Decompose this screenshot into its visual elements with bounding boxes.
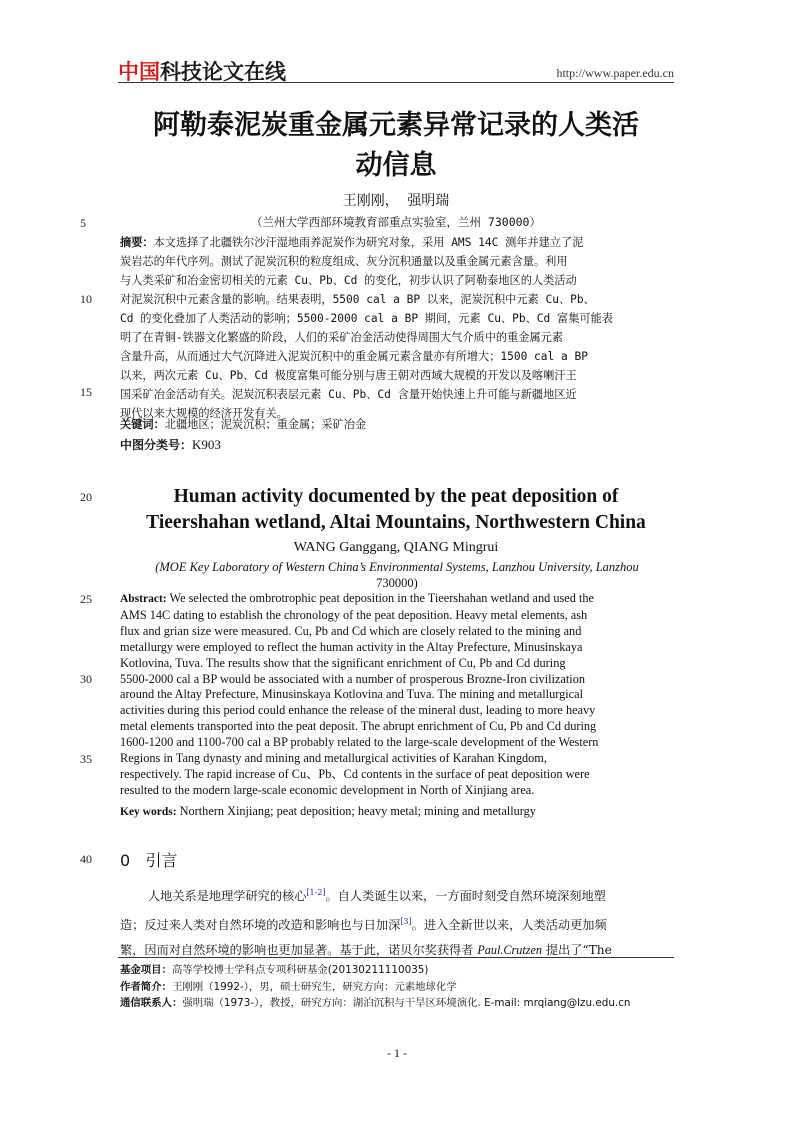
line-number: 35 <box>80 752 92 766</box>
abstract-en-line: respectively. The rapid increase of Cu、Pb、Cd contents in the surface of peat deposition were <box>120 766 590 781</box>
abstract-en-line: resulted to the modern large-scale economic development in North of Xinjiang area. <box>120 782 535 797</box>
intro-line: 繁，因而对自然环境的影响也更加显著。基于此，诺贝尔奖获得者 Paul.Crutzen 提出了“The <box>120 943 612 958</box>
abstract-cn-label: 摘要： <box>120 236 154 249</box>
keywords-cn-value: 北疆地区；泥炭沉积；重金属；采矿冶金 <box>164 418 367 431</box>
logo-red-text: 中国 <box>118 60 160 84</box>
abstract-cn-line: 明了在青铜-铁器文化繁盛的阶段，人们的采矿冶金活动使得周围大气介质中的重金属元素 <box>120 331 564 344</box>
abstract-en-line: Kotlovina, Tuva. The results show that the significant enrichment of Cu, Pb and Cd during <box>120 655 566 670</box>
intro-line: 造；反过来人类对自然环境的改造和影响也与日加深[3]。进入全新世以来，人类活动更加频 <box>120 917 607 933</box>
citation-link[interactable]: [1-2] <box>306 888 326 897</box>
abstract-cn-line: 现代以来大规模的经济开发有关。 <box>120 407 288 420</box>
line-number: 25 <box>80 592 92 606</box>
abstract-cn-line: 摘要：本文选择了北疆铁尔沙汗湿地雨养泥炭作为研究对象，采用 AMS 14C 测年并建立了泥 <box>120 236 584 249</box>
keywords-en <box>120 804 674 819</box>
abstract-en-line: Regions in Tang dynasty and mining and metallurgical activities of Karahan Kingdom, <box>120 751 547 766</box>
title-cn-line-2: 动信息 <box>355 150 437 181</box>
footnote-author: 作者简介：王刚刚（1992-），男，硕士研究生，研究方向：元素地球化学 <box>120 980 457 993</box>
affiliation-cn: （兰州大学西部环境教育部重点实验室，兰州 730000） <box>251 215 541 229</box>
citation-link[interactable]: [3] <box>400 917 412 927</box>
footnote-divider <box>118 957 674 958</box>
title-en-line-1: Human activity documented by the peat deposition of <box>173 486 619 507</box>
paper-title-en <box>118 484 674 536</box>
abstract-en-line: Abstract: We selected the ombrotrophic peat deposition in the Tieershahan wetland and used the <box>120 591 594 605</box>
abstract-cn-line: 炭岩芯的年代序列。测试了泥炭沉积的粒度组成、灰分沉积通量以及重金属元素含量。利用 <box>120 255 568 268</box>
footnotes <box>120 962 680 1012</box>
intro-line: 人地关系是地理学研究的核心[1-2]。自人类诞生以来，一方面时刻受自然环境深刻地塑 <box>148 888 606 904</box>
keywords-cn-label: 关键词： <box>120 418 165 431</box>
keywords-en-label: Key words: <box>120 806 177 818</box>
abstract-en-line: 1600-1200 and 1100-700 cal a BP probably related to the large-scale development of the Western <box>120 735 599 750</box>
abstract-en-line: flux and grian size were measured. Cu, Pb and Cd which are closely related to the mining and <box>120 623 582 638</box>
footnote-contact: 通信联系人：强明瑞（1973-），教授，研究方向：湖泊沉积与干旱区环境演化. E-mail: mrqiang@lzu.edu.cn <box>120 997 631 1009</box>
line-number: 10 <box>80 292 92 306</box>
authors-en: WANG Ganggang, QIANG Mingrui <box>293 540 499 555</box>
abstract-en-line: activities during this period could enhance the release of the mineral dust, leading to more heavy <box>120 703 596 718</box>
abstract-en <box>120 591 674 799</box>
person-name: Paul.Crutzen <box>477 943 542 958</box>
title-en-line-2: Tieershahan wetland, Altai Mountains, Northwestern China <box>146 512 646 533</box>
abstract-en-line: around the Altay Prefecture, Minusinskaya Kotlovina and Tuva. The mining and metallurgical <box>120 687 583 702</box>
section-heading-intro <box>120 848 177 871</box>
section-number: 0 <box>120 851 131 870</box>
line-number: 15 <box>80 385 92 399</box>
abstract-en-line: AMS 14C dating to establish the chronology of the peat deposition. Heavy metal elements, ash <box>120 607 588 622</box>
authors-cn: 王刚刚， 强明瑞 <box>342 193 450 209</box>
abstract-en-line: metallurgy were employed to reflect the human activity in the Altay Prefecture, Minusinskaya <box>120 639 583 654</box>
abstract-cn-line: Cd 的变化叠加了人类活动的影响；5500-2000 cal a BP 期间，元素 Cu、Pb、Cd 富集可能表 <box>120 312 613 325</box>
abstract-cn-line: 含量升高，从而通过大气沉降进入泥炭沉积中的重金属元素含量亦有所增大；1500 cal a BP <box>120 350 588 363</box>
header-url[interactable]: http://www.paper.edu.cn <box>556 66 674 80</box>
section-title: 引言 <box>145 851 178 870</box>
clc-label: 中图分类号： <box>120 438 193 452</box>
abstract-en-label: Abstract: <box>120 593 167 605</box>
abstract-cn-line: 国采矿冶金活动有关。泥炭沉积表层元素 Cu、Pb、Cd 含量开始快速上升可能与新疆地区近 <box>120 388 577 401</box>
line-number: 40 <box>80 852 92 866</box>
title-cn-line-1: 阿勒泰泥炭重金属元素异常记录的人类活 <box>153 110 639 141</box>
header-divider <box>118 82 674 83</box>
clc-value: K903 <box>192 437 221 452</box>
abstract-en-line: 5500-2000 cal a BP would be associated with a number of prosperous Brozne-Iron civilization <box>120 671 585 686</box>
abstract-cn-line: 与人类采矿和冶金密切相关的元素 Cu、Pb、Cd 的变化，初步认识了阿勒泰地区的人类活动 <box>120 274 577 287</box>
keywords-en-value: Northern Xinjiang; peat deposition; heavy metal; mining and metallurgy <box>179 804 536 818</box>
affiliation-en: (MOE Key Laboratory of Western China’s Environmental Systems, Lanzhou University, Lanzhou 730000) <box>155 560 639 590</box>
abstract-cn-line: 以来，两次元素 Cu、Pb、Cd 极度富集可能分别与唐王朝对西域大规模的开发以及喀喇汗王 <box>120 369 577 382</box>
abstract-en-line: metal elements transported into the peat deposit. The abrupt enrichment of Cu, Pb and Cd during <box>120 719 597 734</box>
line-number: 30 <box>80 672 92 686</box>
clc-number <box>120 436 674 453</box>
line-number: 20 <box>80 490 92 504</box>
intro-paragraph <box>120 880 674 963</box>
paper-title-cn <box>118 106 674 186</box>
logo-black-text: 科技论文在线 <box>160 60 286 84</box>
abstract-cn <box>120 233 674 423</box>
abstract-cn-line: 对泥炭沉积中元素含量的影响。结果表明，5500 cal a BP 以来，泥炭沉积中元素 Cu、Pb、 <box>120 293 595 306</box>
line-number: 5 <box>80 216 86 230</box>
keywords-cn <box>120 416 674 432</box>
footnote-fund: 基金项目：高等学校博士学科点专项科研基金(20130211110035) <box>120 964 429 976</box>
page-number: - 1 - <box>387 1046 407 1060</box>
